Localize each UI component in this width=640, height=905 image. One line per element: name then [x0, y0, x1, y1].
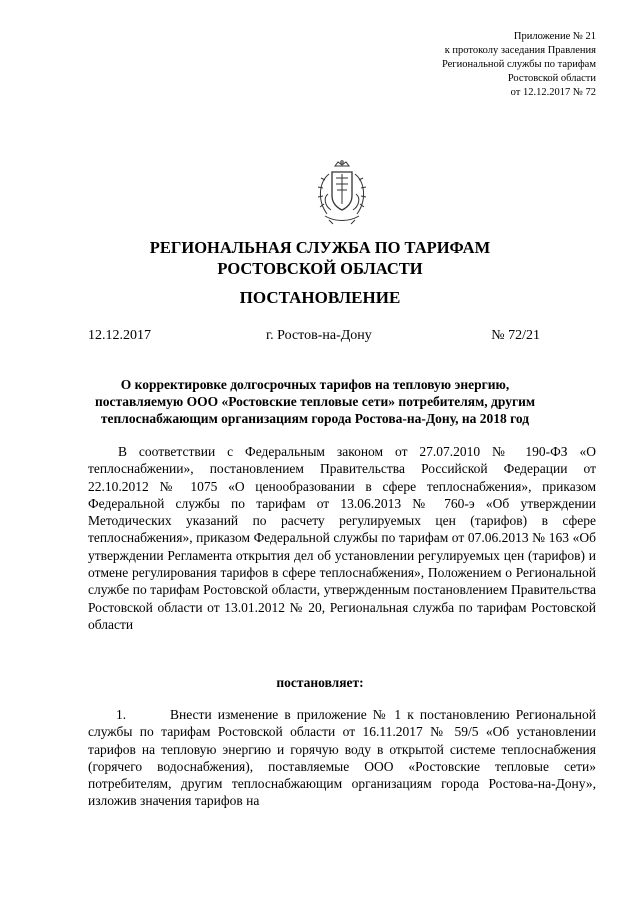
subject-line: поставляемую ООО «Ростовские тепловые сети» потребителям, другим: [94, 394, 536, 409]
organization-line: РОСТОВСКОЙ ОБЛАСТИ: [217, 259, 423, 278]
document-subject: [80, 376, 550, 427]
organization-line: РЕГИОНАЛЬНАЯ СЛУЖБА ПО ТАРИФАМ: [149, 238, 491, 257]
appendix-line: Региональной службы по тарифам: [441, 59, 596, 70]
document-date: 12.12.2017: [88, 328, 151, 343]
coat-of-arms-rostov-icon: [311, 160, 373, 226]
appendix-line: Ростовской области: [507, 73, 596, 84]
document-number: № 72/21: [491, 328, 540, 343]
decree-word: постановляет:: [276, 675, 364, 690]
subject-line: теплоснабжающим организациям города Ростова-на-Дону, на 2018 год: [100, 411, 530, 426]
item-1-text: Внести изменение в приложение № 1 к постановлению Региональной службы по тарифам Ростовской области от 16.11.2017 № 59/5 «Об установлении тарифов на тепловую энергию и горячую воду в открытой системе теплоснабжения (горячего водоснабжения), поставляемые ООО «Ростовские тепловые сети» потребителям, другим теплоснабжающим организациям города Ростова-на-Дону», изложив значения тарифов на: [88, 707, 596, 809]
item-1-paragraph: [88, 706, 596, 810]
organization-name: [0, 237, 640, 279]
document-city: г. Ростов-на-Дону: [266, 328, 372, 343]
appendix-line: Приложение № 21: [513, 31, 596, 42]
preamble-paragraph: В соответствии с Федеральным законом от 27.07.2010 № 190-ФЗ «О теплоснабжении», постановлением Правительства Российской Федерации от 22.10.2012 № 1075 «О ценообразовании в сфере теплоснабжения», приказом Федеральной службы по тарифам от 13.06.2013 № 760-э «Об утверждении Методических указаний по расчету регулируемых цен (тарифов) в сфере теплоснабжения», приказом Федеральной службы по тарифам от 07.06.2013 № 163 «Об утверждении Регламента открытия дел об установлении регулируемых цен (тарифов) и отмене регулирования тарифов в сфере теплоснабжения», Положением о Региональной службе по тарифам Ростовской области, утвержденным постановлением Правительства Ростовской области от 13.01.2012 № 20, Региональная служба по тарифам Ростовской области: [88, 444, 596, 632]
appendix-line: от 12.12.2017 № 72: [510, 87, 596, 98]
subject-line: О корректировке долгосрочных тарифов на тепловую энергию,: [120, 377, 510, 392]
appendix-header: [296, 30, 596, 100]
document-type: ПОСТАНОВЛЕНИЕ: [239, 288, 401, 307]
appendix-line: к протоколу заседания Правления: [444, 45, 596, 56]
item-1-number: 1.: [116, 707, 127, 722]
document-meta: [88, 328, 540, 348]
